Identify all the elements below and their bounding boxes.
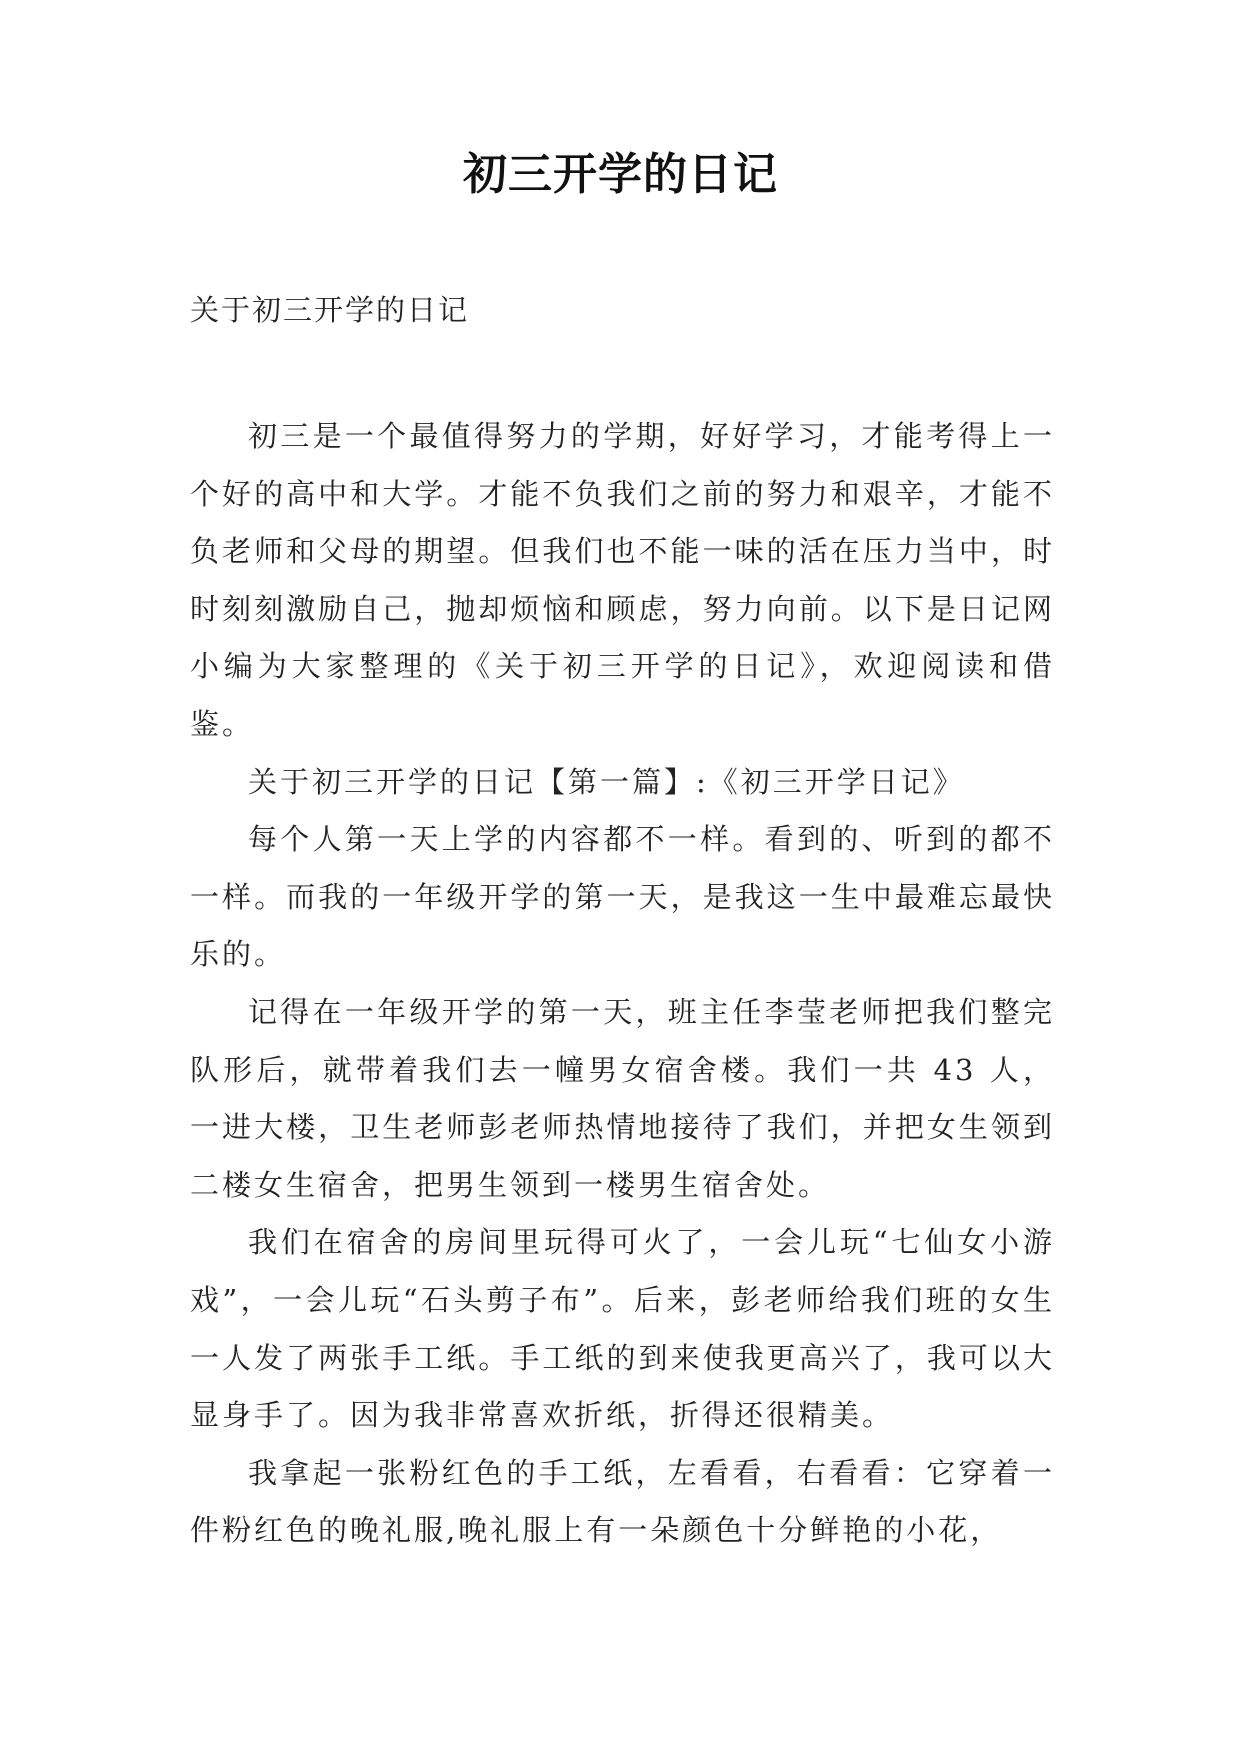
paragraph-dormitory: 记得在一年级开学的第一天，班主任李莹老师把我们整完队形后，就带着我们去一幢男女宿舍楼。我们一共 43 人，一进大楼，卫生老师彭老师热情地接待了我们，并把女生领到二楼女生宿舍，把男生领到一楼男生宿舍处。 [190, 994, 1055, 1202]
paragraph-intro: 初三是一个最值得努力的学期，好好学习，才能考得上一个好的高中和大学。才能不负我们之前的努力和艰辛，才能不负老师和父母的期望。但我们也不能一味的活在压力当中，时时刻刻激励自己，抛却烦恼和顾虑，努力向前。以下是日记网小编为大家整理的《关于初三开学的日记》，欢迎阅读和借鉴。 [190, 419, 1055, 741]
paragraph-paper-folding: 我拿起一张粉红色的手工纸，左看看，右看看：它穿着一件粉红色的晚礼服,晚礼服上有一朵颜色十分鲜艳的小花， [190, 1455, 1055, 1548]
paragraph-first-day: 每个人第一天上学的内容都不一样。看到的、听到的都不一样。而我的一年级开学的第一天，是我这一生中最难忘最快乐的。 [190, 822, 1055, 972]
document-subtitle: 关于初三开学的日记 [190, 293, 470, 327]
document-title: 初三开学的日记 [463, 149, 778, 200]
paragraph-section-heading: 关于初三开学的日记【第一篇】:《初三开学日记》 [248, 764, 965, 799]
document-body [190, 408, 1055, 1560]
paragraph-games: 我们在宿舍的房间里玩得可火了，一会儿玩“七仙女小游戏”，一会儿玩“石头剪子布”。后来，彭老师给我们班的女生一人发了两张手工纸。手工纸的到来使我更高兴了，我可以大显身手了。因为我非常喜欢折纸，折得还很精美。 [190, 1225, 1055, 1433]
